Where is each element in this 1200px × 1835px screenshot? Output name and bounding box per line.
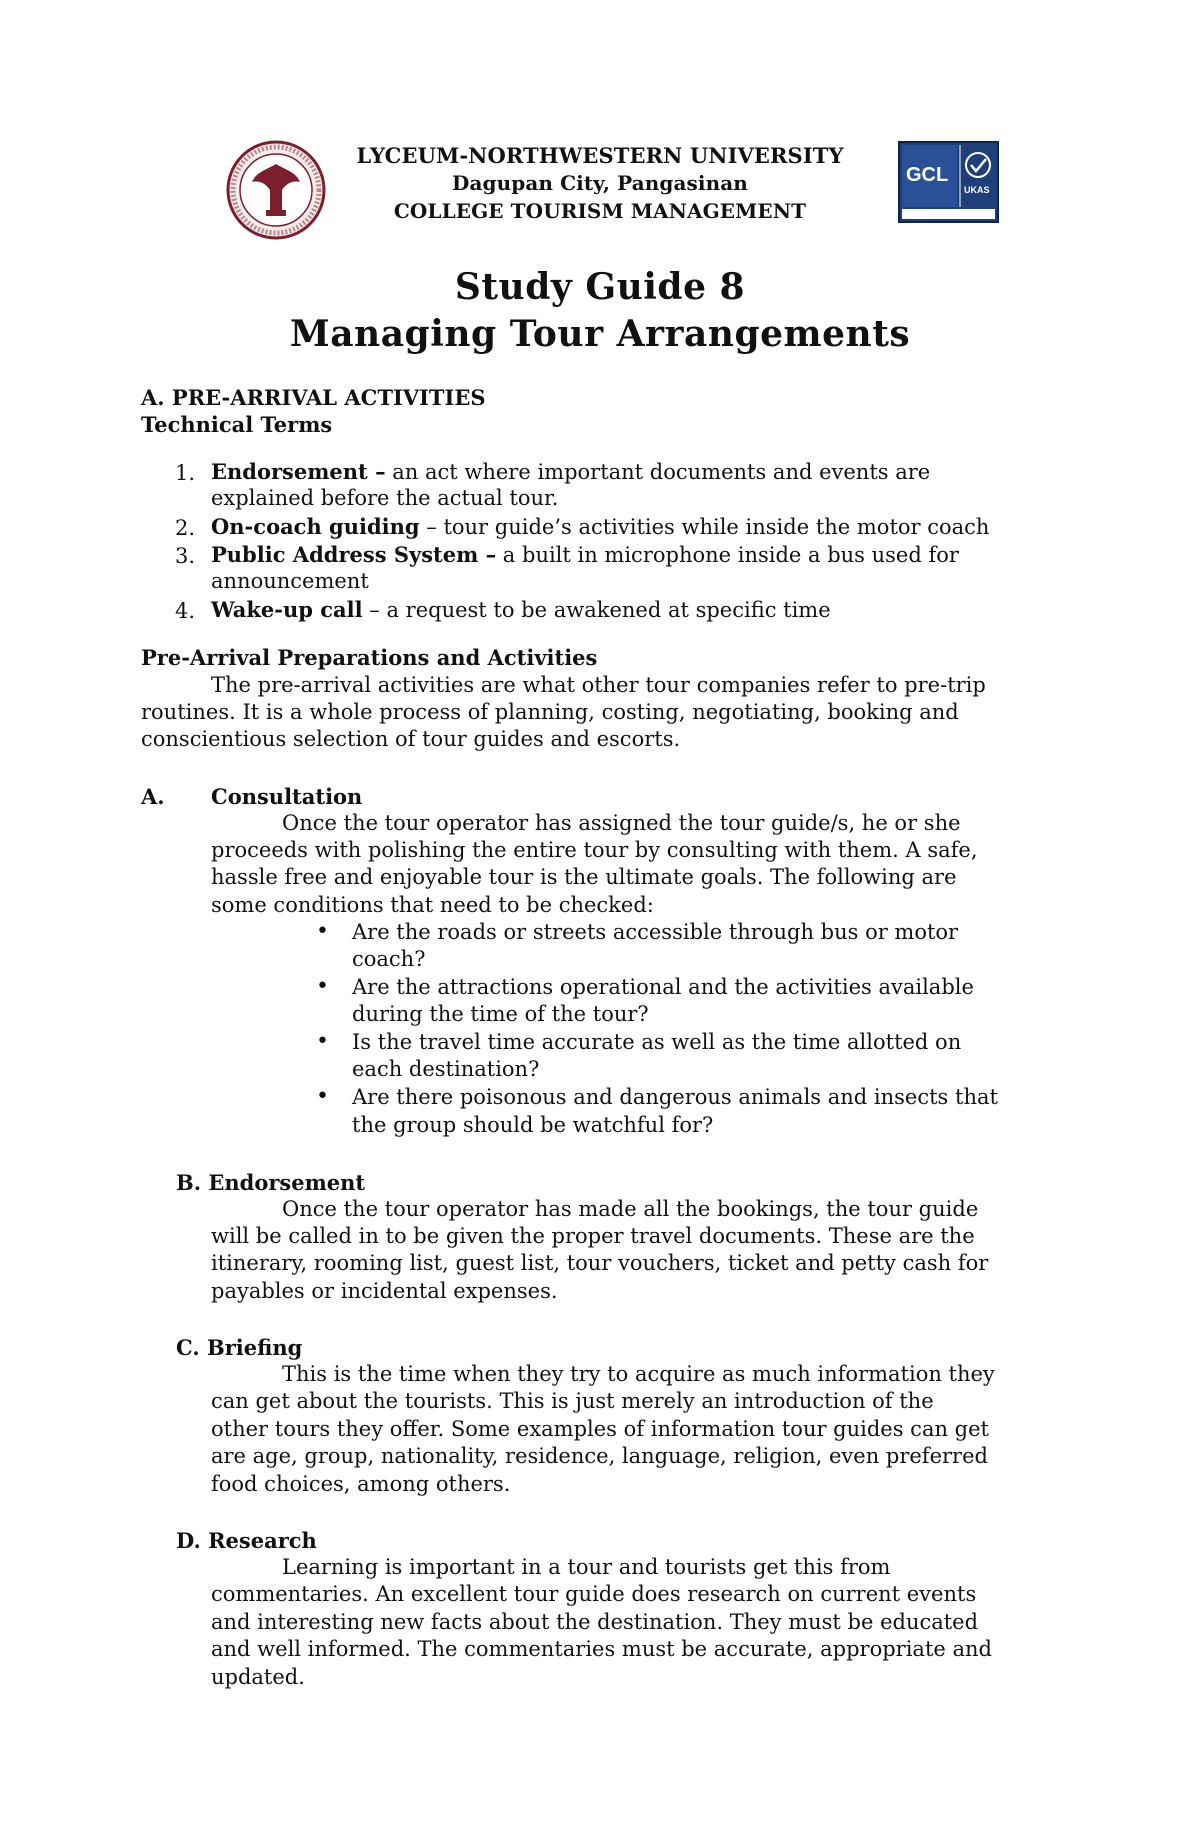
bullet-line: Is the travel time accurate as well as the time allotted on bbox=[352, 1030, 962, 1054]
cert-ukas-text: UKAS bbox=[964, 185, 990, 195]
paragraph-line: payables or incidental expenses. bbox=[211, 1279, 558, 1303]
paragraph-line: can get about the tourists. This is just merely an introduction of the bbox=[211, 1389, 934, 1413]
cert-gcl-text: GCL bbox=[906, 164, 949, 186]
paragraph-line: food choices, among others. bbox=[211, 1472, 511, 1496]
bullet-line: Are the roads or streets accessible through bus or motor bbox=[352, 920, 959, 944]
university-name: LYCEUM-NORTHWESTERN UNIVERSITY bbox=[356, 143, 844, 168]
study-guide-subtitle: Managing Tour Arrangements bbox=[289, 313, 911, 355]
term-item bbox=[211, 596, 831, 625]
paragraph-line: itinerary, rooming list, guest list, tour vouchers, ticket and petty cash for bbox=[211, 1251, 989, 1275]
term-definition: – a request to be awakened at specific time bbox=[362, 598, 831, 622]
term-number: 4. bbox=[174, 599, 195, 623]
paragraph-line: conscientious selection of tour guides and escorts. bbox=[141, 727, 681, 751]
term-number: 2. bbox=[174, 516, 195, 540]
college-name: COLLEGE TOURISM MANAGEMENT bbox=[393, 199, 807, 223]
bullet-line-continued: each destination? bbox=[352, 1057, 540, 1081]
bullet-dot: • bbox=[316, 919, 329, 944]
paragraph-line: and interesting new facts about the destination. They must be educated bbox=[211, 1610, 979, 1634]
study-guide-title: Study Guide 8 bbox=[454, 266, 746, 308]
section-a-heading: A. PRE-ARRIVAL ACTIVITIES bbox=[141, 385, 486, 410]
paragraph-line: proceeds with polishing the entire tour by consulting with them. A safe, bbox=[211, 838, 978, 862]
paragraph-line: some conditions that need to be checked: bbox=[211, 893, 654, 917]
term-definition: – tour guide’s activities while inside the motor coach bbox=[419, 515, 990, 539]
bullet-dot: • bbox=[316, 1029, 329, 1054]
term-name: Public Address System – bbox=[211, 542, 497, 567]
consultation-heading: Consultation bbox=[211, 784, 363, 809]
university-location: Dagupan City, Pangasinan bbox=[452, 171, 748, 195]
bullet-line-continued: during the time of the tour? bbox=[352, 1002, 649, 1026]
paragraph-line: and well informed. The commentaries must be accurate, appropriate and bbox=[211, 1637, 992, 1661]
paragraph-line: Learning is important in a tour and tourists get this from bbox=[282, 1555, 891, 1579]
bullet-line-continued: coach? bbox=[352, 947, 426, 971]
term-name: Endorsement – bbox=[211, 459, 386, 484]
term-definition: an act where important documents and events are bbox=[385, 460, 931, 484]
endorsement-heading: B. Endorsement bbox=[176, 1170, 366, 1195]
paragraph-line: hassle free and enjoyable tour is the ultimate goals. The following are bbox=[211, 865, 957, 889]
technical-terms-heading: Technical Terms bbox=[141, 412, 333, 437]
paragraph-line: The pre-arrival activities are what other tour companies refer to pre-trip bbox=[211, 673, 986, 697]
paragraph-line: will be called in to be given the proper travel documents. These are the bbox=[211, 1224, 975, 1248]
term-name: Wake-up call bbox=[211, 597, 363, 622]
research-heading: D. Research bbox=[176, 1528, 317, 1553]
bullet-dot: • bbox=[316, 1084, 329, 1109]
pre-arrival-heading: Pre-Arrival Preparations and Activities bbox=[141, 645, 598, 670]
paragraph-line: updated. bbox=[211, 1665, 305, 1689]
bullet-dot: • bbox=[316, 974, 329, 999]
paragraph-line: Once the tour operator has assigned the tour guide/s, he or she bbox=[282, 811, 961, 835]
term-definition-continued: explained before the actual tour. bbox=[211, 486, 559, 510]
term-item bbox=[211, 513, 989, 542]
paragraph-line: This is the time when they try to acquire as much information they bbox=[282, 1362, 995, 1386]
term-item bbox=[211, 458, 930, 487]
bullet-line-continued: the group should be watchful for? bbox=[352, 1113, 714, 1137]
term-definition: a built in microphone inside a bus used for bbox=[496, 543, 959, 567]
paragraph-line: routines. It is a whole process of planning, costing, negotiating, booking and bbox=[141, 700, 959, 724]
term-number: 1. bbox=[174, 461, 195, 485]
term-name: On-coach guiding bbox=[211, 514, 420, 539]
paragraph-line: are age, group, nationality, residence, language, religion, even preferred bbox=[211, 1444, 988, 1468]
paragraph-line: other tours they offer. Some examples of information tour guides can get bbox=[211, 1417, 989, 1441]
university-seal-logo bbox=[226, 140, 326, 240]
certification-logo bbox=[898, 141, 999, 223]
bullet-line: Are the attractions operational and the activities available bbox=[352, 975, 974, 999]
term-definition-continued: announcement bbox=[211, 569, 369, 593]
briefing-heading: C. Briefing bbox=[176, 1335, 303, 1360]
term-number: 3. bbox=[174, 544, 195, 568]
term-item bbox=[211, 541, 959, 570]
paragraph-line: commentaries. An excellent tour guide does research on current events bbox=[211, 1582, 977, 1606]
paragraph-line: Once the tour operator has made all the bookings, the tour guide bbox=[282, 1197, 979, 1221]
consultation-letter: A. bbox=[141, 784, 165, 809]
bullet-line: Are there poisonous and dangerous animals and insects that bbox=[352, 1085, 998, 1109]
